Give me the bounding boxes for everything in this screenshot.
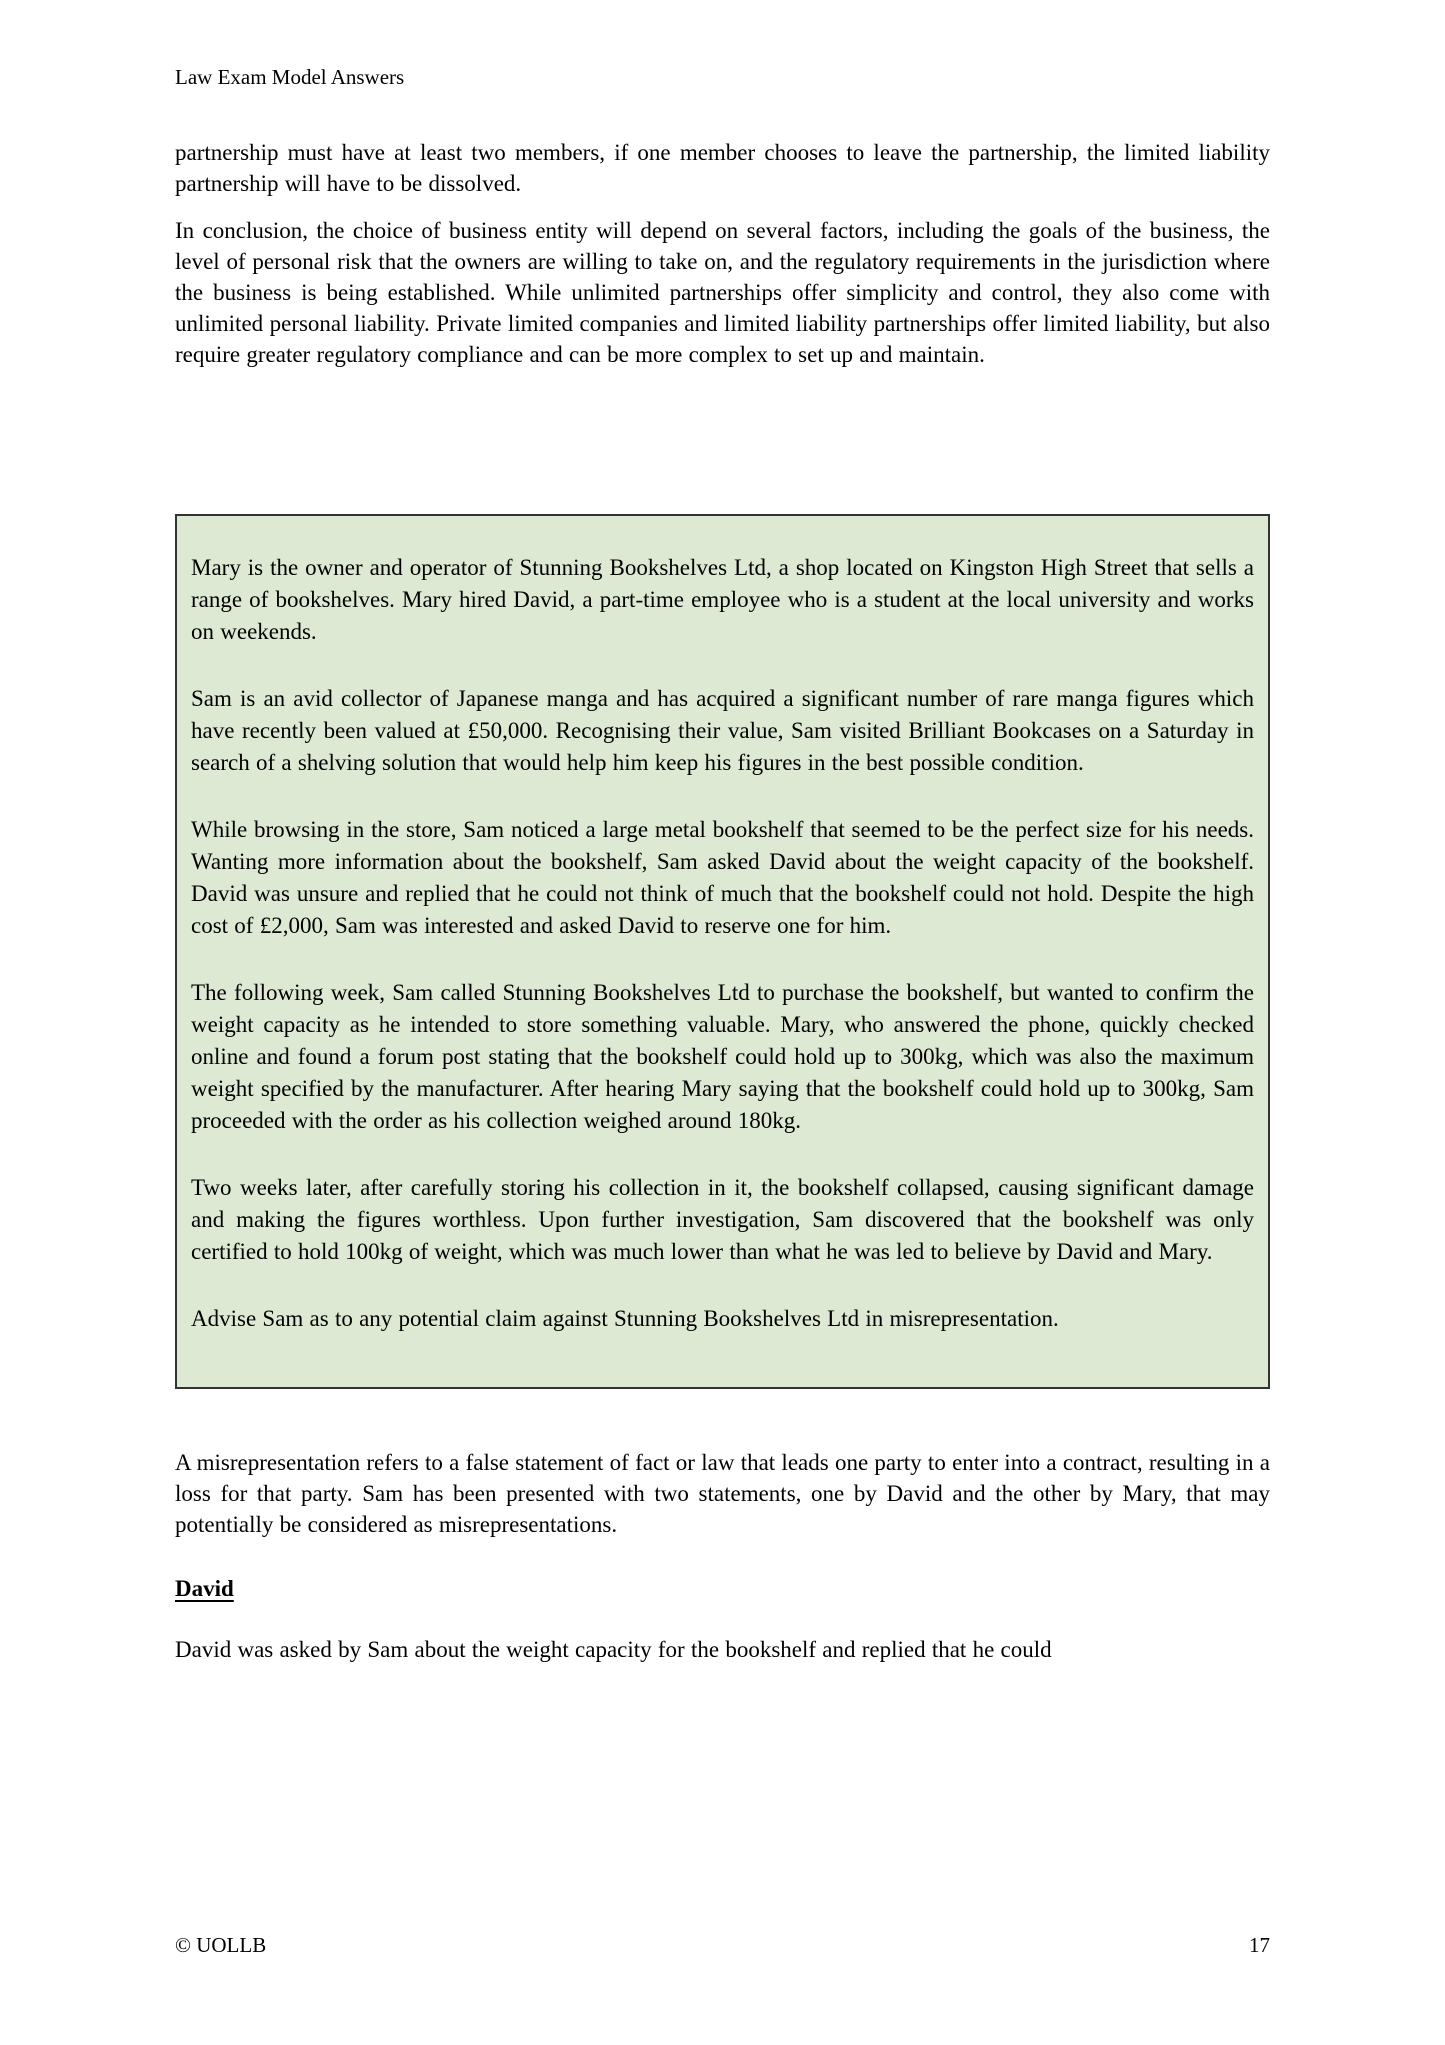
scenario-paragraph-mary-intro: Mary is the owner and operator of Stunning Bookshelves Ltd, a shop located on Kingston High Street that sells a range of bookshelves. Mary hired David, a part-time employee who is a student at the local university and works on weekends. [191,555,1254,644]
scenario-paragraph-browsing-store: While browsing in the store, Sam noticed a large metal bookshelf that seemed to be the perfect size for his needs. Wanting more information about the bookshelf, Sam asked David about the weight capacity of the bookshelf. David was unsure and replied that he could not think of much that the bookshelf could not hold. Despite the high cost of £2,000, Sam was interested and asked David to reserve one for him. [191,817,1254,938]
footer-copyright: © UOLLB [175,1933,267,1957]
paragraph-misrepresentation-intro: A misrepresentation refers to a false statement of fact or law that leads one party to enter into a contract, resulting in a loss for that party. Sam has been presented with two statements, one by David and the other by Mary, that may potentially be considered as misrepresentations. [175,1450,1270,1537]
scenario-paragraph-advise-task: Advise Sam as to any potential claim against Stunning Bookshelves Ltd in misrepresentation. [191,1306,1059,1331]
scenario-paragraph-phone-order: The following week, Sam called Stunning Bookshelves Ltd to purchase the bookshelf, but wanted to confirm the weight capacity as he intended to store something valuable. Mary, who answered the phone, quickly checked online and found a forum post stating that the bookshelf could hold up to 300kg, which was also the maximum weight specified by the manufacturer. After hearing Mary saying that the bookshelf could hold up to 300kg, Sam proceeded with the order as his collection weighed around 180kg. [191,980,1254,1133]
paragraph-david-analysis: David was asked by Sam about the weight capacity for the bookshelf and replied that he could [175,1637,1052,1662]
paragraph-conclusion: In conclusion, the choice of business entity will depend on several factors, including the goals of the business, the level of personal risk that the owners are willing to take on, and the regulatory requirements in the jurisdiction where the business is being established. While unlimited partnerships offer simplicity and control, they also come with unlimited personal liability. Private limited companies and limited liability partnerships offer limited liability, but also require greater regulatory compliance and can be more complex to set up and maintain. [175,218,1270,367]
footer-page-number: 17 [1249,1933,1270,1957]
page-footer [175,1932,1270,1958]
scenario-box [175,514,1270,1389]
scenario-paragraph-sam-collector: Sam is an avid collector of Japanese manga and has acquired a significant number of rare manga figures which have recently been valued at £50,000. Recognising their value, Sam visited Brilliant Bookcases on a Saturday in search of a shelving solution that would help him keep his figures in the best possible condition. [191,686,1254,775]
document-content [175,0,1270,1665]
section-heading-david: David [175,1576,234,1601]
document-header: Law Exam Model Answers [175,65,405,89]
paragraph-partnership-dissolution: partnership must have at least two members, if one member chooses to leave the partnership, the limited liability partnership will have to be dissolved. [175,140,1270,196]
scenario-paragraph-collapse: Two weeks later, after carefully storing his collection in it, the bookshelf collapsed, causing significant damage and making the figures worthless. Upon further investigation, Sam discovered that the bookshelf was only certified to hold 100kg of weight, which was much lower than what he was led to believe by David and Mary. [191,1175,1254,1264]
